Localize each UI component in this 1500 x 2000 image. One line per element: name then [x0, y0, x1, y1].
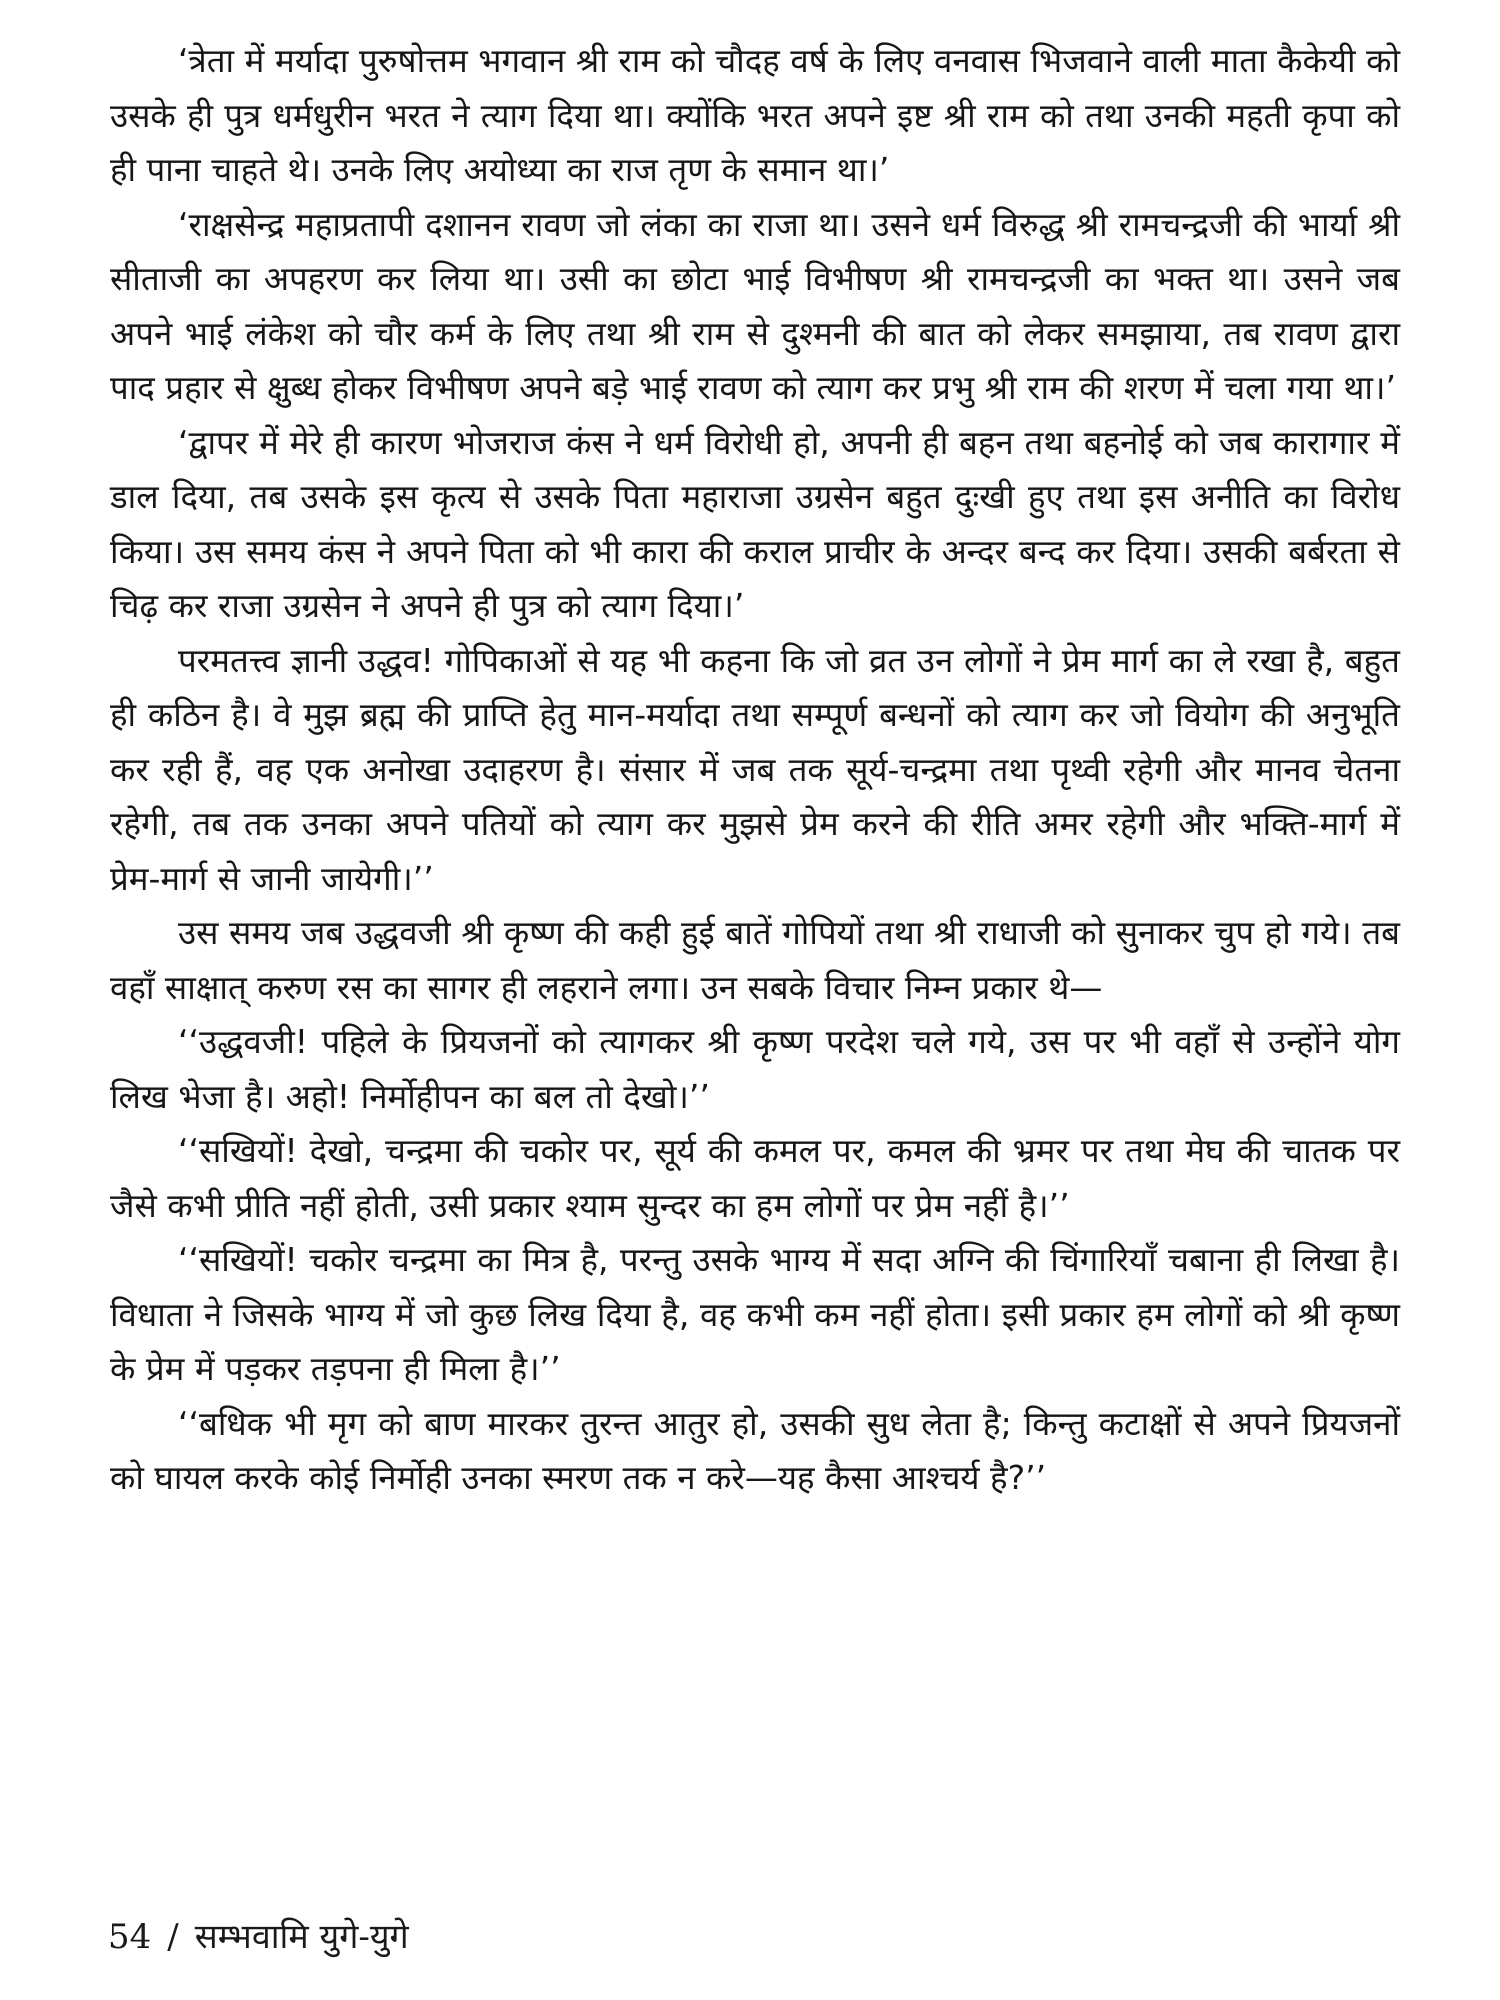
body-text [110, 34, 1400, 1506]
paragraph-dwapar: ‘द्वापर में मेरे ही कारण भोजराज कंस ने धर्म विरोधी हो, अपनी ही बहन तथा बहनोई को जब कारागार में डाल दिया, तब उसके इस कृत्य से उसके पिता महाराजा उग्रसेन बहुत दुःखी हुए तथा इस अनीति का विरोध किया। उस समय कंस ने अपने पिता को भी कारा की कराल प्राचीर के अन्दर बन्द कर दिया। उसकी बर्बरता से चिढ़ कर राजा उग्रसेन ने अपने ही पुत्र को त्याग दिया।’ [110, 422, 1400, 625]
page-footer [108, 1912, 409, 1958]
paragraph-treta: ‘त्रेता में मर्यादा पुरुषोत्तम भगवान श्री राम को चौदह वर्ष के लिए वनवास भिजवाने वाली माता कैकेयी को उसके ही पुत्र धर्मधुरीन भरत ने त्याग दिया था। क्योंकि भरत अपने इष्ट श्री राम को तथा उनकी महती कृपा को ही पाना चाहते थे। उनके लिए अयोध्या का राज तृण के समान था।’ [110, 41, 1400, 189]
paragraph-narration: उस समय जब उद्धवजी श्री कृष्ण की कही हुई बातें गोपियों तथा श्री राधाजी को सुनाकर चुप हो गये। तब वहाँ साक्षात् करुण रस का सागर ही लहराने लगा। उन सबके विचार निम्न प्रकार थे— [110, 913, 1400, 1007]
paragraph-ravana: ‘राक्षसेन्द्र महाप्रतापी दशानन रावण जो लंका का राजा था। उसने धर्म विरुद्ध श्री रामचन्द्रजी की भार्या श्री सीताजी का अपहरण कर लिया था। उसी का छोटा भाई विभीषण श्री रामचन्द्रजी का भक्त था। उसने जब अपने भाई लंकेश को चौर कर्म के लिए तथा श्री राम से दुश्मनी की बात को लेकर समझाया, तब रावण द्वारा पाद प्रहार से क्षुब्ध होकर विभीषण अपने बड़े भाई रावण को त्याग कर प्रभु श्री राम की शरण में चला गया था।’ [110, 204, 1400, 407]
paragraph-gopi-quote-3: ‘‘सखियों! चकोर चन्द्रमा का मित्र है, परन्तु उसके भाग्य में सदा अग्नि की चिंगारियाँ चबाना ही लिखा है। विधाता ने जिसके भाग्य में जो कुछ लिख दिया है, वह कभी कम नहीं होता। इसी प्रकार हम लोगों को श्री कृष्ण के प्रेम में पड़कर तड़पना ही मिला है।’’ [110, 1240, 1400, 1388]
book-title: सम्भवामि युगे-युगे [194, 1917, 409, 1957]
footer-separator: / [167, 1917, 179, 1957]
paragraph-gopi-quote-2: ‘‘सखियों! देखो, चन्द्रमा की चकोर पर, सूर्य की कमल पर, कमल की भ्रमर पर तथा मेघ की चातक पर जैसे कभी प्रीति नहीं होती, उसी प्रकार श्याम सुन्दर का हम लोगों पर प्रेम नहीं है।’’ [110, 1131, 1400, 1225]
paragraph-gopi-quote-1: ‘‘उद्धवजी! पहिले के प्रियजनों को त्यागकर श्री कृष्ण परदेश चले गये, उस पर भी वहाँ से उन्होंने योग लिख भेजा है। अहो! निर्मोहीपन का बल तो देखो।’’ [110, 1022, 1400, 1116]
paragraph-gopi-quote-4: ‘‘बधिक भी मृग को बाण मारकर तुरन्त आतुर हो, उसकी सुध लेता है; किन्तु कटाक्षों से अपने प्रियजनों को घायल करके कोई निर्मोही उनका स्मरण तक न करे—यह कैसा आश्चर्य है?’’ [110, 1403, 1400, 1497]
paragraph-uddhav-message: परमतत्त्व ज्ञानी उद्धव! गोपिकाओं से यह भी कहना कि जो व्रत उन लोगों ने प्रेम मार्ग का ले रखा है, बहुत ही कठिन है। वे मुझ ब्रह्म की प्राप्ति हेतु मान-मर्यादा तथा सम्पूर्ण बन्धनों को त्याग कर जो वियोग की अनुभूति कर रही हैं, वह एक अनोखा उदाहरण है। संसार में जब तक सूर्य-चन्द्रमा तथा पृथ्वी रहेगी और मानव चेतना रहेगी, तब तक उनका अपने पतियों को त्याग कर मुझसे प्रेम करने की रीति अमर रहेगी और भक्ति-मार्ग में प्रेम-मार्ग से जानी जायेगी।’’ [110, 640, 1400, 898]
page-number: 54 [108, 1917, 152, 1957]
